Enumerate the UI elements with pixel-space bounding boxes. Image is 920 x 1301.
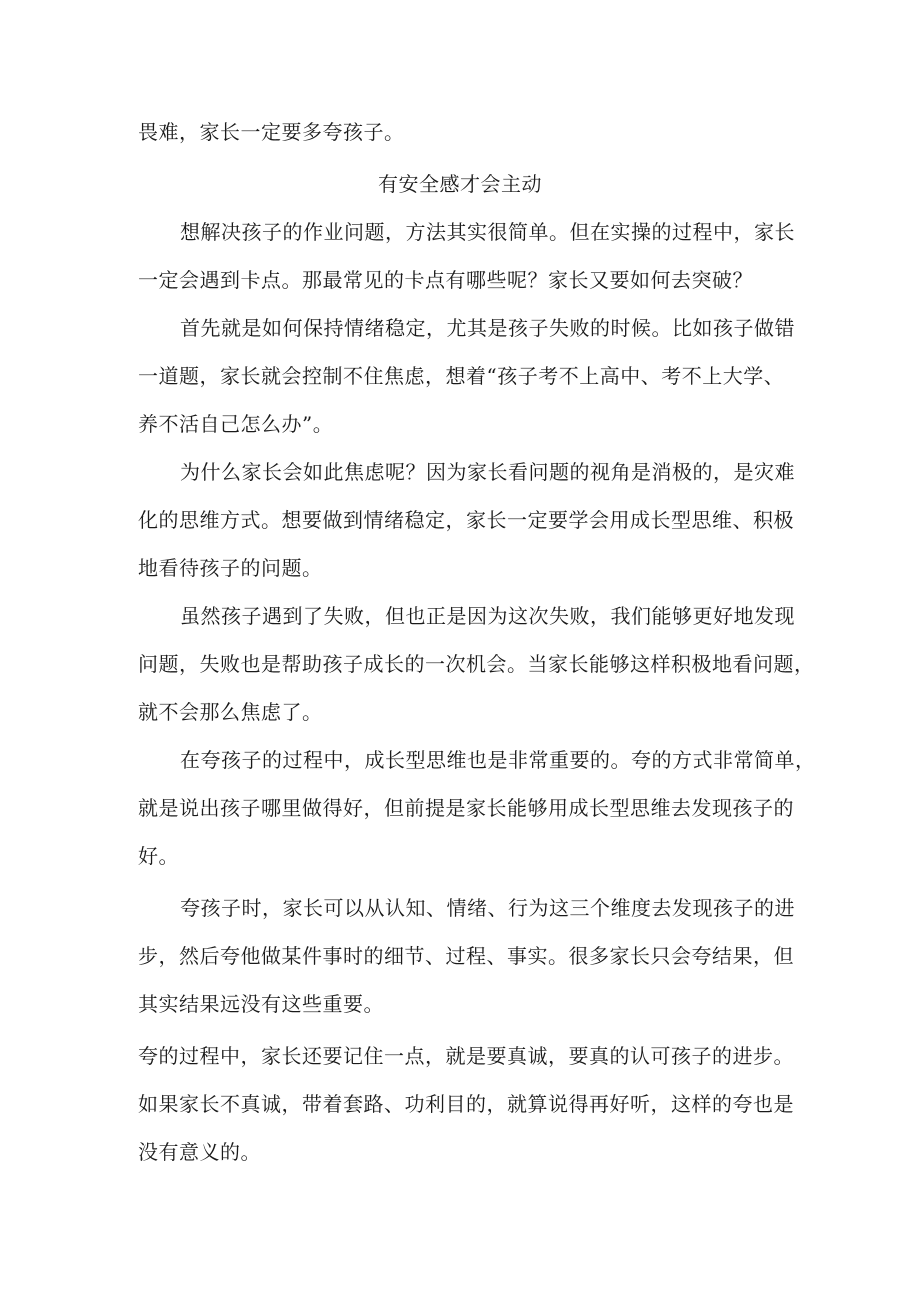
paragraph-line: 步，然后夸他做某件事时的细节、过程、事实。很多家长只会夸结果，但 [138, 944, 794, 968]
paragraph-line: 夸的过程中，家长还要记住一点，就是要真诚，要真的认可孩子的进步。 [138, 1044, 794, 1068]
paragraph-line: 在夸孩子的过程中，成长型思维也是非常重要的。夸的方式非常简单， [180, 748, 816, 772]
paragraph-line: 好。 [138, 844, 179, 868]
paragraph-line: 一定会遇到卡点。那最常见的卡点有哪些呢？家长又要如何去突破？ [138, 268, 753, 292]
paragraph-line: 地看待孩子的问题。 [138, 556, 323, 580]
paragraph-line: 化的思维方式。想要做到情绪稳定，家长一定要学会用成长型思维、积极 [138, 508, 794, 532]
section-heading: 有安全感才会主动 [378, 172, 542, 196]
paragraph-line: 养不活自己怎么办”。 [138, 412, 334, 436]
paragraph-line: 就是说出孩子哪里做得好，但前提是家长能够用成长型思维去发现孩子的 [138, 796, 794, 820]
paragraph-line: 就不会那么焦虑了。 [138, 700, 323, 724]
paragraph-line: 如果家长不真诚，带着套路、功利目的，就算说得再好听，这样的夸也是 [138, 1092, 794, 1116]
paragraph-line: 畏难，家长一定要多夸孩子。 [138, 120, 405, 144]
paragraph-line: 虽然孩子遇到了失败，但也正是因为这次失败，我们能够更好地发现 [180, 604, 795, 628]
paragraph-line: 想解决孩子的作业问题，方法其实很简单。但在实操的过程中，家长 [180, 220, 795, 244]
paragraph-line: 其实结果远没有这些重要。 [138, 992, 384, 1016]
paragraph-line: 一道题，家长就会控制不住焦虑，想着“孩子考不上高中、考不上大学、 [138, 364, 785, 388]
paragraph-line: 为什么家长会如此焦虑呢？因为家长看问题的视角是消极的，是灾难 [180, 460, 795, 484]
paragraph-line: 问题，失败也是帮助孩子成长的一次机会。当家长能够这样积极地看问题， [138, 652, 815, 676]
paragraph-line: 没有意义的。 [138, 1140, 261, 1164]
paragraph-line: 首先就是如何保持情绪稳定，尤其是孩子失败的时候。比如孩子做错 [180, 316, 795, 340]
paragraph-line: 夸孩子时，家长可以从认知、情绪、行为这三个维度去发现孩子的进 [180, 896, 795, 920]
